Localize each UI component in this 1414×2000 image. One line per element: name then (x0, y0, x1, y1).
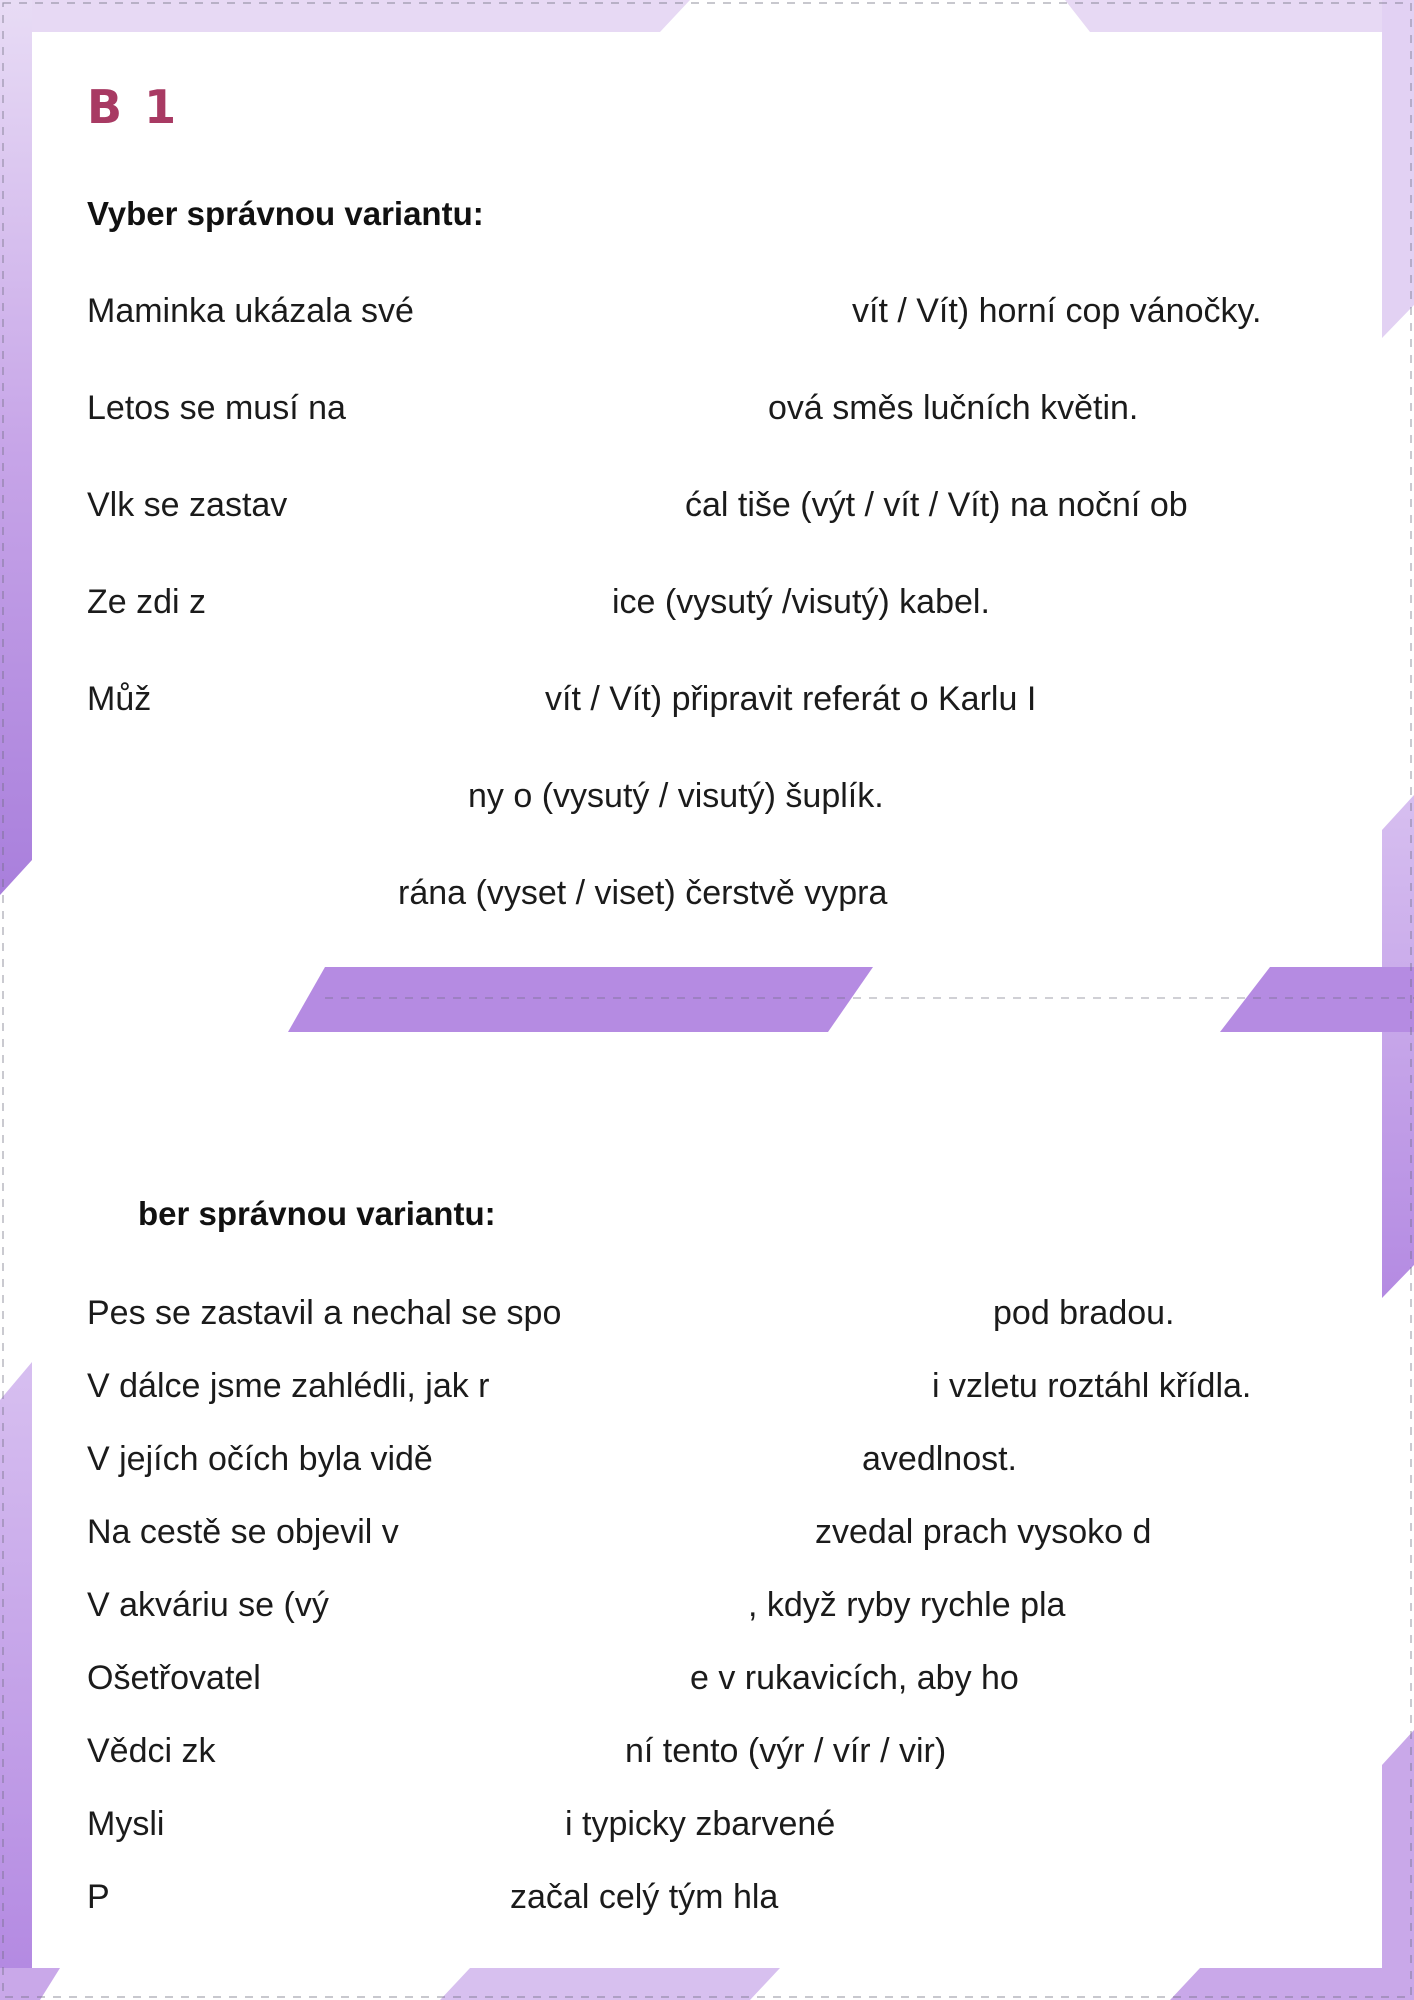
sentence-right: vít / Vít) připravit referát o Karlu I (545, 680, 1037, 718)
sentence-right: zvedal prach vysoko d (815, 1513, 1152, 1551)
sentence-right: e v rukavicích, aby ho (690, 1659, 1019, 1697)
sentence-right: rána (vyset / viset) čerstvě vypra (398, 874, 888, 912)
sentence-right: avedlnost. (862, 1440, 1017, 1478)
sentence-right: i typicky zbarvené (565, 1805, 836, 1843)
sentence-right: ny o (vysutý / visutý) šuplík. (468, 777, 884, 815)
sentence-right: pod bradou. (993, 1294, 1175, 1332)
sentence-right: vít / Vít) horní cop vánočky. (852, 292, 1262, 330)
instruction-text: ber správnou variantu: (138, 1195, 496, 1232)
sentence-right: , když ryby rychle pla (748, 1586, 1066, 1624)
sentence-right: ice (vysutý /visutý) kabel. (612, 583, 990, 621)
sentence-right: ová směs lučních květin. (768, 389, 1139, 427)
sentence-left: Vlk se zastav (87, 486, 288, 524)
sentence-left: V jejích očích byla vidě (87, 1440, 433, 1478)
sentence-left: Mysli (87, 1805, 165, 1843)
sentence-left: V akváriu se (vý (87, 1586, 329, 1624)
sentence-left: P (87, 1878, 110, 1916)
sentence-left: Vědci zk (87, 1732, 216, 1770)
sentence-left: Letos se musí na (87, 389, 346, 427)
sentence-left: Ze zdi z (87, 583, 207, 621)
sentence-left: Můž (87, 680, 152, 718)
sentence-right: ćal tiše (výt / vít / Vít) na noční ob (685, 486, 1188, 524)
sentence-left: V dálce jsme zahlédli, jak r (87, 1367, 490, 1405)
sentence-right: i vzletu roztáhl křídla. (932, 1367, 1252, 1405)
sentence-left: Maminka ukázala své (87, 292, 414, 330)
sentence-right: začal celý tým hla (510, 1878, 779, 1916)
instruction-text: Vyber správnou variantu: (87, 195, 484, 232)
section-heading: B 1 (87, 80, 180, 134)
sentence-left: Na cestě se objevil v (87, 1513, 399, 1551)
sentence-right: ní tento (výr / vír / vir) (625, 1732, 947, 1770)
sentence-left: Pes se zastavil a nechal se spo (87, 1294, 562, 1332)
sentence-left: Ošetřovatel (87, 1659, 261, 1697)
